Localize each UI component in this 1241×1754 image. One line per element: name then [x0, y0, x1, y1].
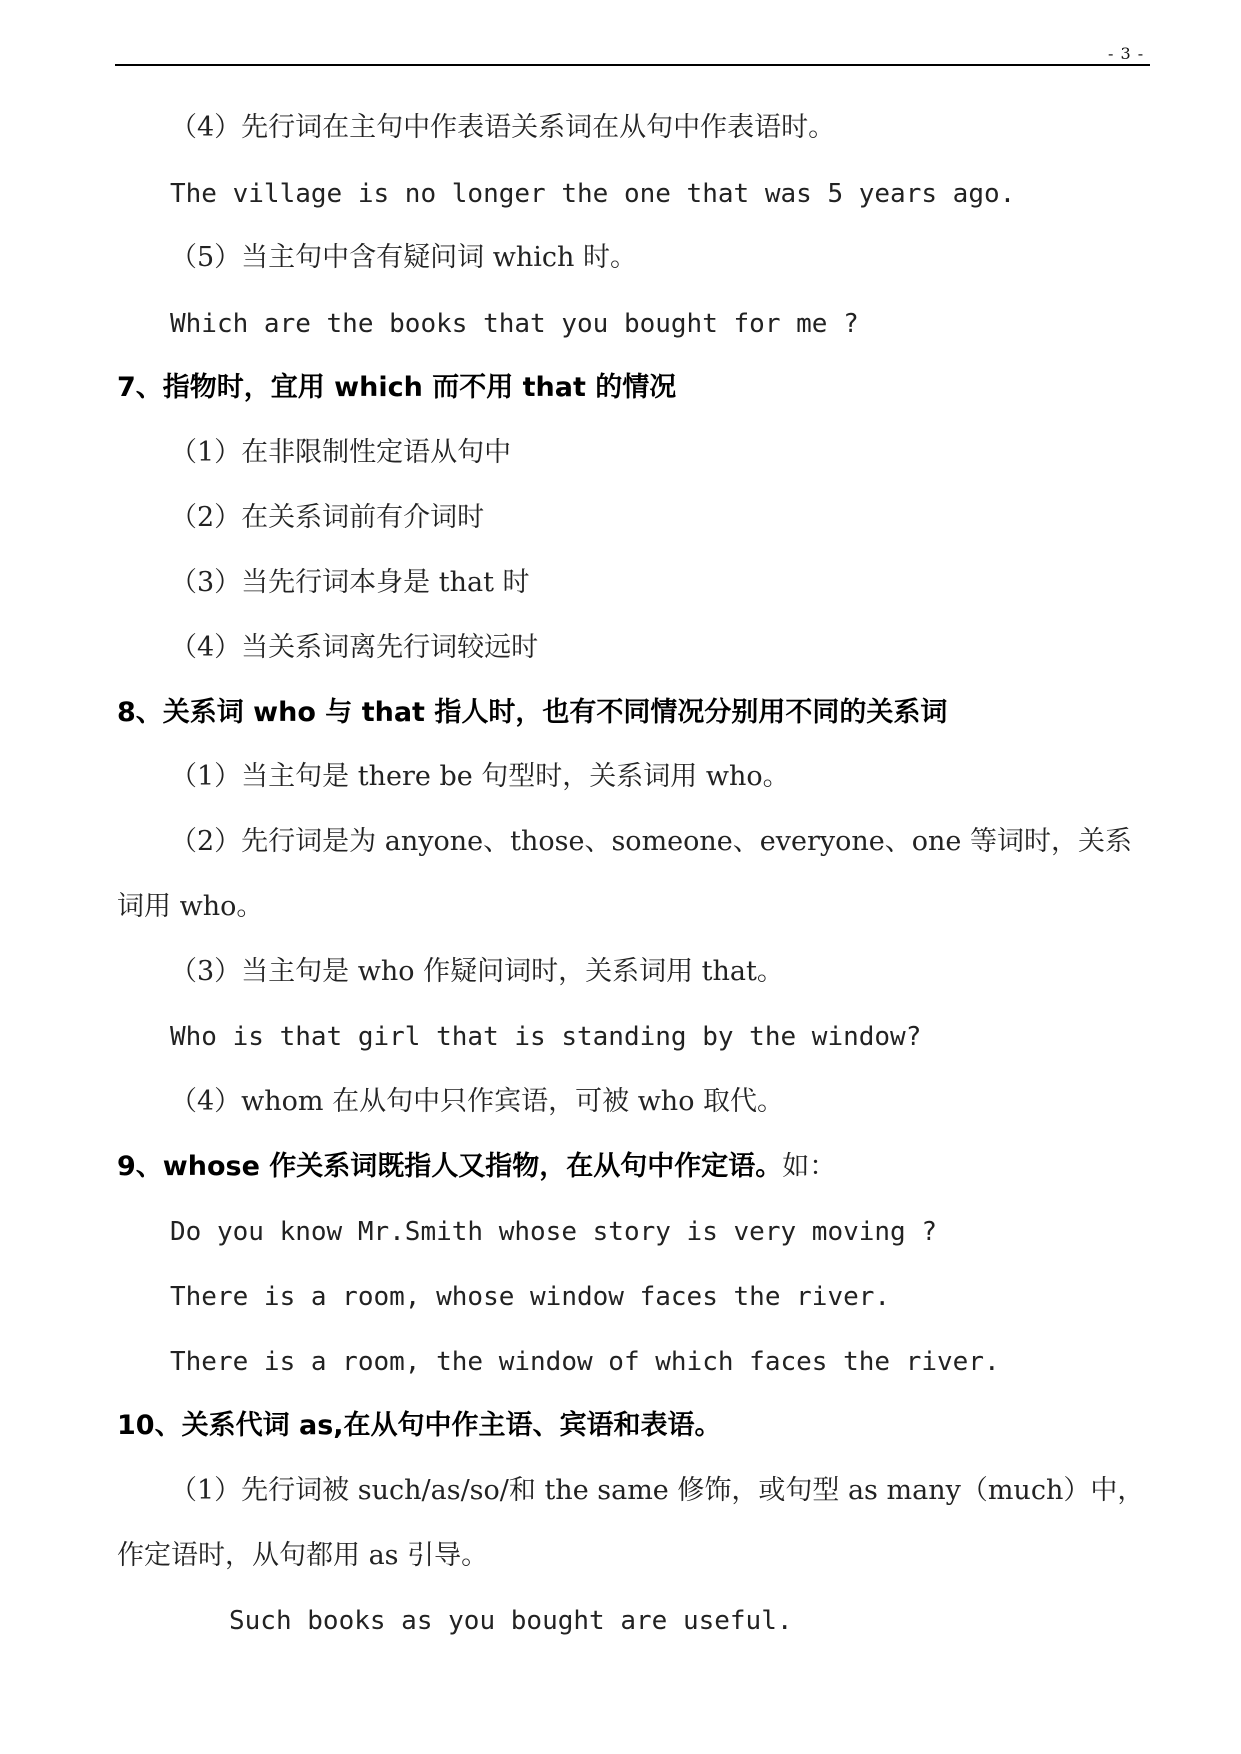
rule-8-item-1: （1）当主句是 there be 句型时，关系词用 who。	[170, 761, 790, 792]
rule-8-item-4: （4）whom 在从句中只作宾语，可被 who 取代。	[170, 1086, 785, 1117]
rule-7-item-4: （4）当关系词离先行词较远时	[170, 632, 539, 663]
rule-8-item-2-continued: 词用 who。	[117, 891, 264, 922]
section-heading-10: 10、关系代词 as,在从句中作主语、宾语和表语。	[117, 1410, 722, 1441]
section-heading-9-suffix: 如：	[782, 1151, 837, 1182]
rule-8-item-2: （2）先行词是为 anyone、those、someone、everyone、one 等词时，关系	[170, 826, 1132, 857]
rule-10-item-1-continued: 作定语时，从句都用 as 引导。	[117, 1540, 489, 1571]
rule-6-item-4: （4）先行词在主句中作表语关系词在从句中作表语时。	[170, 112, 836, 143]
rule-7-item-3: （3）当先行词本身是 that 时	[170, 567, 530, 598]
section-heading-9-text: 9、whose 作关系词既指人又指物，在从句中作定语。	[117, 1151, 783, 1182]
section-heading-9	[117, 1149, 836, 1184]
example-sentence: Which are the books that you bought for me ?	[170, 309, 859, 339]
rule-7-item-1: （1）在非限制性定语从句中	[170, 437, 512, 468]
example-sentence: There is a room, whose window faces the river.	[170, 1282, 891, 1312]
example-sentence: The village is no longer the one that was 5 years ago.	[170, 179, 1016, 209]
section-heading-7: 7、指物时，宜用 which 而不用 that 的情况	[117, 372, 677, 403]
page-number: - 3 -	[1108, 44, 1145, 63]
example-sentence: Such books as you bought are useful.	[229, 1606, 793, 1636]
example-sentence: Do you know Mr.Smith whose story is very moving ?	[170, 1217, 938, 1247]
header-rule	[115, 64, 1150, 66]
rule-10-item-1: （1）先行词被 such/as/so/和 the same 修饰，或句型 as many（much）中，	[170, 1475, 1145, 1506]
example-sentence: Who is that girl that is standing by the window?	[170, 1022, 922, 1052]
rule-7-item-2: （2）在关系词前有介词时	[170, 502, 485, 533]
rule-8-item-3: （3）当主句是 who 作疑问词时，关系词用 that。	[170, 956, 784, 987]
example-sentence: There is a room, the window of which faces the river.	[170, 1347, 1000, 1377]
section-heading-8: 8、关系词 who 与 that 指人时，也有不同情况分别用不同的关系词	[117, 697, 948, 728]
rule-6-item-5: （5）当主句中含有疑问词 which 时。	[170, 242, 637, 273]
